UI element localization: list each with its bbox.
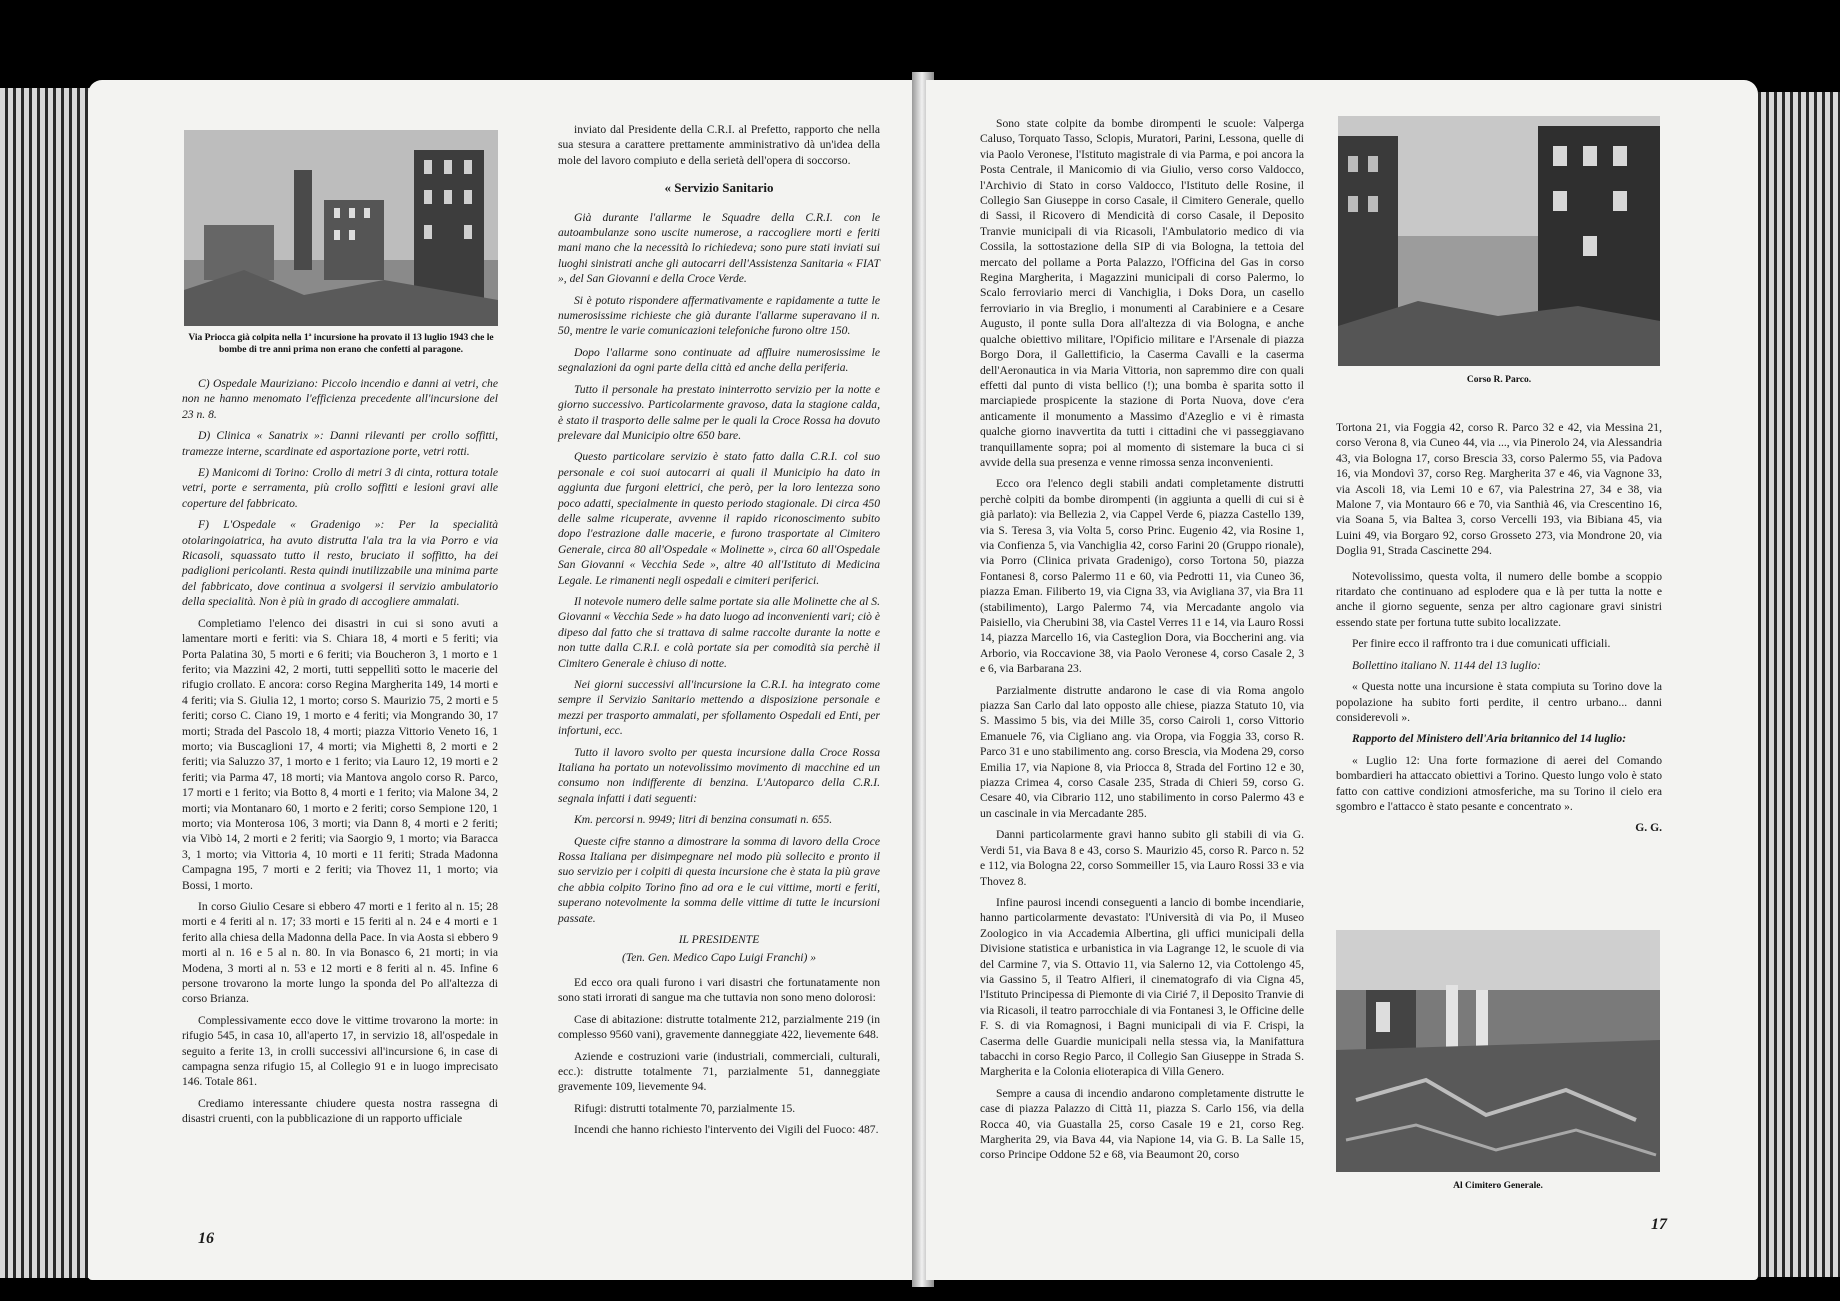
paragraph: « Questa notte una incursione è stata compiuta su Torino dove la popolazione ha subito forti perdite, il centro urbano... danni considerevoli ».	[1336, 680, 1662, 724]
page-number: 16	[198, 1230, 214, 1247]
paragraph: Sono state colpite da bombe dirompenti le scuole: Valperga Caluso, Torquato Tasso, Sclopis, Muratori, Parini, Lessona, quelle di via Paolo Veronese, l'Istituto magistrale di via Parma, e poi ancora la Posta Centrale, il Manicomio di via Giulio, verso corso Valdocco, l'Archivio di Stato in corso Valdocco, l'Istituto delle Rosine, il Collegio San Giuseppe in corso Casale, il Cimitero Generale, quello di Sassi, il Ricovero di Mendicità di corso Casale, il Deposito Tranvie municipali di via Ricasoli, l'Ambulatorio medico di via Cossila, la sottostazione della SIP di via Bologna, la tettoia del mercato del pollame a Porta Palazzo, l'Officina del Gas in corso Regina Margherita, i Magazzini municipali di corso Palermo, lo Scalo ferroviario merci di Vanchiglia, i Doks Dora, un casello ferroviario in via Breglio, i monumenti al Carabiniere e a Cesare Augusto, il ponte sulla Dora all'altezza di via Bologna, e anche qualche obiettivo militare, l'Opificio militare e l'Arsenale di piazza Borgo Dora, il Gallettificio, la Caserma Cavalli e la caserma dell'Aeronautica in via Maria Vittoria, non sapremmo dire con quali effetti dal punto di vista bellico (!); una bomba è sparita sotto il marciapiede prospicente la stazione di Porta Nuova, dove c'era anticamente il monumento a Massimo d'Azeglio e vi è rimasta qualche giorno inavvertita da tutti i cittadini che vi passeggiavano tranquillamente sopra; poi al momento di sistemare la buca ci si avvide della sua presenza e venne rimossa senza inconvenienti.	[980, 117, 1304, 469]
paragraph: Case di abitazione: distrutte totalmente 212, parzialmente 219 (in complesso 9560 vani), gravemente danneggiate 422, lievemente 648.	[558, 1012, 880, 1042]
photo-caption: Via Priocca già colpita nella 1ª incursione ha provato il 13 luglio 1943 che le bombe di tre anni prima non erano che confetti al paragone.	[188, 333, 494, 355]
paragraph: Incendi che hanno richiesto l'intervento dei Vigili del Fuoco: 487.	[574, 1123, 879, 1137]
paragraph: Sempre a causa di incendio andarono completamente distrutte le case di piazza Palazzo di Città 11, piazza S. Carlo 156, via della Rocca 40, via Guastalla 25, corso Casale 19 e 21, corso Reg. Margherita 29, via Bava 44, via Napione 14, via G. B. La Salle 15, corso Principe Oddone 52 e 68, via Beaumont 20, corso	[980, 1086, 1304, 1162]
book-page-edges-right	[1758, 92, 1840, 1277]
photo-caption: Corso R. Parco.	[1466, 375, 1532, 385]
ruined-buildings-photo	[184, 130, 498, 326]
paragraph: « Luglio 12: Una forte formazione di aerei del Comando bombardieri ha attaccato obiettivi a Torino. Questo lungo volo è stato fatto con cattive condizioni atmosferiche, ma su Torino il cielo era sgombro e l'attacco è stato pesante e concentrato ».	[1336, 753, 1662, 813]
signature-name: (Ten. Gen. Medico Capo Luigi Franchi) »	[621, 950, 817, 964]
paragraph: Infine paurosi incendi conseguenti a lancio di bombe incendiarie, hanno particolarmente devastato: l'Università di via Po, il Museo Zoologico in via Accademia Albertina, gli uffici municipali della Divisione statistica e urbanistica in via Lagrange 12, le scuole di via del Carmine 7, via S. Ottavio 11, via Salerno 12, via Cottolengo 45, via Gassino 5, il Teatro Alfieri, il cinematografo di via Cigna 45, l'Istituto Principessa di Piemonte di via Cirié 7, il Deposito Tranvie di via Ricasoli, il teatro parrocchiale di via Fontanesi 3, le Officine delle F. S. di via Romagnosi, i Bagni municipali di via F. Crispi, la Caserma delle Guardie municipali nella stessa via, la Manifattura tabacchi in corso Regio Parco, il Collegio San Giuseppe in Strada S. Margherita e la Colonia elioterapica di Villa Genero.	[980, 895, 1304, 1079]
author-initials: G. G.	[1635, 821, 1662, 835]
signature-title: IL PRESIDENTE	[678, 933, 760, 947]
paragraph: D) Clinica « Sanatrix »: Danni rilevanti per crollo soffitti, tramezze interne, scardinate ed asportazione porte, vetri rotti.	[182, 429, 498, 458]
cemetery-ruins-photo	[1336, 930, 1660, 1172]
paragraph: Ecco ora l'elenco degli stabili andati completamente distrutti perchè colpiti da bombe dirompenti (in aggiunta a quelli di cui si è già parlato): via Bellezia 2, via Cappel Verde 6, piazza Castello 139, via S. Teresa 3, via Volta 5, corso Princ. Eugenio 42, via Rosine 1, via Confienza 5, via Vanchiglia 42, corso Farini 20 (Gruppo rionale), via Porro (Clinica privata Gradenigo), corso Tortona 50, piazza Fontanesi 8, corso Palermo 11 e 60, via Pedrotti 11, via Cuneo 36, piazza Eman. Filiberto 19, via Cigna 33, via Avigliana 37, via Bra 11 (stabilimento), Largo Palermo 74, via Mercadante angolo via Paisiello, via Cherubini 38, via Castel Verres 11 e 14, via Lauro Rossi 14, piazza Marcello 16, via Casteglion Dora, via Boccherini ang. via Arborio, via Roccavione 38, via Paolo Veronese 4, corso Casale 2, 3 e 6, via Barbarana 23.	[980, 477, 1304, 676]
paragraph: Dopo l'allarme sono continuate ad affluire numerosissime le segnalazioni da ogni parte della città ed anche della periferia.	[558, 345, 880, 375]
paragraph: Tutto il personale ha prestato ininterrotto servizio per la notte e giorno successivo. Particolarmente gravoso, data la stagione calda, è stato il trasporto delle salme per le quali la Croce Rossa ha dovuto prelevare dal Municipio oltre 650 bare.	[558, 382, 880, 442]
paragraph: Rifugi: distrutti totalmente 70, parzialmente 15.	[574, 1101, 796, 1115]
left-column-2	[558, 122, 880, 1144]
right-page	[926, 80, 1758, 1280]
paragraph: Crediamo interessante chiudere questa nostra rassegna di disastri cruenti, con la pubblicazione di un rapporto ufficiale	[182, 1096, 498, 1126]
paragraph: Complessivamente ecco dove le vittime trovarono la morte: in rifugio 545, in casa 10, all'aperto 17, in servizio 18, all'ospedale in seguito a ferite 13, in crolli successivi all'incursione 6, in case di campagna senza rifugio 15, al Collegio 91 e in luogo imprecisato 146. Totale 861.	[182, 1013, 498, 1089]
paragraph: Per finire ecco il raffronto tra i due comunicati ufficiali.	[1352, 637, 1611, 651]
paragraph: In corso Giulio Cesare si ebbero 47 morti e 1 ferito al n. 15; 28 morti e 4 feriti al n. 17; 33 morti e 15 feriti al n. 24 e 4 morti e 1 ferito alla chiesa della Madonna della Pace. In via Aosta si ebbero 9 morti al n. 16 e 5 al n. 80. In via Bonasco 6, 21 morti; in via Modena, 3 morti al n. 53 e 12 morti e 8 feriti al n. 45. Infine 6 persone trovarono la morte lungo la sponda del Po all'altezza di corso Brianza.	[182, 900, 498, 1006]
left-page	[88, 80, 920, 1280]
paragraph: Completiamo l'elenco dei disastri in cui si sono avuti a lamentare morti e feriti: via S. Chiara 18, 4 morti e 5 feriti; via Porta Palatina 30, 5 morti e 6 feriti; via Boucheron 3, 1 morto e 1 ferito; via Mazzini 42, 2 morti, tutti seppellitì sotto le macerie del rifugio crollato. E ancora: corso Regina Margherita 149, 14 morti e 4 feriti; via S. Giulia 12, 1 morto; corso S. Maurizio 75, 2 morti e 5 feriti; corso C. Ciano 19, 1 morto e 4 feriti; via Mongrando 30, 17 morti; Strada del Pascolo 18, 4 morti; piazza Vittorio Veneto 16, 1 morto; via Buscaglioni 17, 4 morti; via Mighetti 8, 2 morti e 2 feriti; via Saluzzo 37, 1 morto e 1 ferito; via Lauro 12, 19 morti e 2 feriti; via Parma 47, 18 morti; via Mantova angolo corso R. Parco, 17 morti e 1 ferito; via Botto 8, 4 morti e 1 ferito; via Malone 34, 2 morti; via Montanaro 60, 1 morto e 2 feriti; corso Sempione 120, 1 morto; via Monterosa 106, 3 morti; via Dann 8, 4 morti e 2 feriti; via Vibò 14, 2 morti e 2 feriti; via Saorgio 9, 1 morto; via Baracca 3, 1 morto; via Vittoria 4, 10 morti e 11 feriti; Strada Madonna Campagna 195, 7 morti e 2 feriti; via Thovez 11, 1 morto; via Bossi, 1 morto.	[182, 616, 498, 892]
paragraph: Danni particolarmente gravi hanno subito gli stabili di via G. Verdi 51, via Bava 8 e 43, corso S. Maurizio 45, corso R. Parco n. 52 e 112, via Bologna 22, corso Sommeiller 15, via Lauro Rossi 33 e via Thovez 8.	[980, 828, 1304, 888]
paragraph: Tortona 21, via Foggia 42, corso R. Parco 32 e 42, via Messina 21, corso Verona 8, via Cuneo 44, via ..., via Pinerolo 24, via Alessandria 43, via Bologna 17, corso Brescia 33, corso Palermo 55, via Padova 16, via Mondovì 37, corso Reg. Margherita 37 e 46, via Vagnone 33, via Ascoli 18, via Lemi 10 e 67, via Palestrina 27, 34 e 38, via Malone 7, via Montauro 66 e 70, via Santhià 46, via Crescentino 16, via Soana 5, via Baltea 3, corso Vercelli 193, via Bibiana 45, via Luini 49, via Borgaro 92, corso Grosseto 273, via Mondrone 20, via Doglia 91, Strada Cascinette 294.	[1336, 421, 1662, 558]
paragraph: Questo particolare servizio è stato fatto dalla C.R.I. col suo personale e coi suoi autocarri ai quali il Municipio ha dato in aggiunta due furgoni elettrici, che però, per la loro lentezza sono poco adatti, specialmente in questo periodo stagionale. Di circa 450 delle salme ricuperate, avvenne il rapido riconoscimento subito dopo l'estrazione dalle macerie, e furono trasportate al Cimitero Generale, circa 80 all'Ospedale « Molinette », circa 60 all'Ospedale San Giovanni « Vecchia Sede », altre 40 all'Istituto di Medicina Legale. Le rimanenti negli ospedali e cimiteri periferici.	[558, 450, 880, 587]
section-title: « Servizio Sanitario	[664, 180, 774, 196]
right-column-2	[1336, 420, 1662, 842]
paragraph: Già durante l'allarme le Squadre della C.R.I. con le autoambulanze sono uscite numerose, a raccogliere morti e feriti mani mano che la necessità lo richiedeva; sono pure stati inviati sui luoghi sinistrati anche gli autocarri dell'Assistenza Sanitaria « FIAT », del San Giovanni e della Croce Verde.	[558, 210, 880, 286]
paragraph: C) Ospedale Mauriziano: Piccolo incendio e danni ai vetri, che non ne hanno menomato l'efficienza precedente all'incursione del 23 n. 8.	[182, 377, 498, 421]
paragraph: Aziende e costruzioni varie (industriali, commerciali, culturali, ecc.): distrutte totalmente 71, parzialmente 51, danneggiate gravemente 109, lievemente 94.	[558, 1049, 880, 1094]
right-column-1	[980, 116, 1304, 1169]
book-page-edges-left	[0, 88, 92, 1278]
bulletin-title: Rapporto del Ministero dell'Aria britannico del 14 luglio:	[1352, 732, 1627, 746]
paragraph: Parzialmente distrutte andarono le case di via Roma angolo piazza San Carlo dal lato opposto alle chiese, piazza Statuto 10, via S. Massimo 5 bis, via dei Mille 35, corso Cairoli 1, corso Vittorio Emanuele 76, via Cigliano ang. via Oropa, via Foggia 33, corso R. Parco 31 e uno stabilimento ang. corso Brescia, via Modena 29, corso Emilia 17, via Napione 8, via Priocca 8, Strada del Fortino 12 e 30, piazza Crimea 4, corso Casale 235, Strada di Chieri 59, corso G. Cesare 40, via Cibrario 112, uno stabilimento in corso Palermo 43 e un cascinale in via Mercadante 285.	[980, 683, 1304, 820]
paragraph: Nei giorni successivi all'incursione la C.R.I. ha integrato come sempre il Servizio Sanitario mettendo a disposizione personale e mezzi per trasporto ammalati, per sfollamento Ospedali ed Enti, per infortuni, ecc.	[558, 678, 880, 738]
left-column-1	[182, 376, 498, 1133]
paragraph: Il notevole numero delle salme portate sia alle Molinette che al S. Giovanni « Vecchia Sede » ha dato luogo ad inconvenienti vari; ciò è dipeso dal fatto che si trattava di salme raccolte durante la notte e non tutte dalla C.R.I. e colà portate sia per comodità sia perchè il Cimitero Generale è chiuso di notte.	[558, 594, 880, 670]
paragraph: Si è potuto rispondere affermativamente e rapidamente a tutte le numerosissime richieste che già durante l'allarme superavano il n. 50, mentre le varie comunicazioni telefoniche furono oltre 150.	[558, 293, 880, 338]
corso-parco-ruins-photo	[1338, 116, 1660, 366]
paragraph: Tutto il lavoro svolto per questa incursione dalla Croce Rossa Italiana ha portato un notevolissimo movimento di macchine ed un consumo non indifferente di benzina. L'Autoparco della C.R.I. segnala infatti i dati seguenti:	[558, 745, 880, 805]
paragraph: Km. percorsi n. 9949; litri di benzina consumati n. 655.	[574, 813, 833, 827]
paragraph: Ed ecco ora quali furono i vari disastri che fortunatamente non sono stati irrorati di sangue ma che tuttavia non sono meno dolorosi:	[558, 975, 880, 1005]
paragraph: F) L'Ospedale « Gradenigo »: Per la specialità otolaringoiatrica, ha avuto distrutta l'ala tra la via Porro e via Ricasoli, squassato tutto il resto, bruciato il soffitto, ha dei padiglioni pericolanti. Resta quindi inutilizzabile una minima parte del fabbricato, dove continua a svolgersi il servizio ambulatorio della specialità. Non è più in grado di accogliere ammalati.	[182, 518, 498, 609]
paragraph: Queste cifre stanno a dimostrare la somma di lavoro della Croce Rossa Italiana per disimpegnare nel modo più sollecito e pronto il suo servizio per i colpiti di questa incursione che è stata la più grave che abbia colpito Torino fino ad ora e le cui vittime, morti e feriti, superano notevolmente la somma delle vittime di tutte le incursioni passate.	[558, 834, 880, 925]
page-number: 17	[1651, 1216, 1667, 1233]
photo-caption: Al Cimitero Generale.	[1453, 1181, 1543, 1191]
paragraph: E) Manicomi di Torino: Crollo di metri 3 di cinta, rottura totale vetri, porte e serramenta, più crollo soffitti e lesioni gravi alle coperture del fabbricato.	[182, 466, 498, 510]
paragraph: Notevolissimo, questa volta, il numero delle bombe a scoppio ritardato che continuano ad esplodere qua e là per tutta la notte e anche il giorno seguente, senza per altro cagionare gravi sinistri essendo state per fortuna tutte subito localizzate.	[1336, 569, 1662, 629]
paragraph: inviato dal Presidente della C.R.I. al Prefetto, rapporto che nella sua stesura a carattere prettamente amministrativo dà un'idea della mole del lavoro compiuto e della serietà dell'opera di soccorso.	[558, 123, 880, 167]
bulletin-title: Bollettino italiano N. 1144 del 13 luglio:	[1352, 658, 1541, 672]
